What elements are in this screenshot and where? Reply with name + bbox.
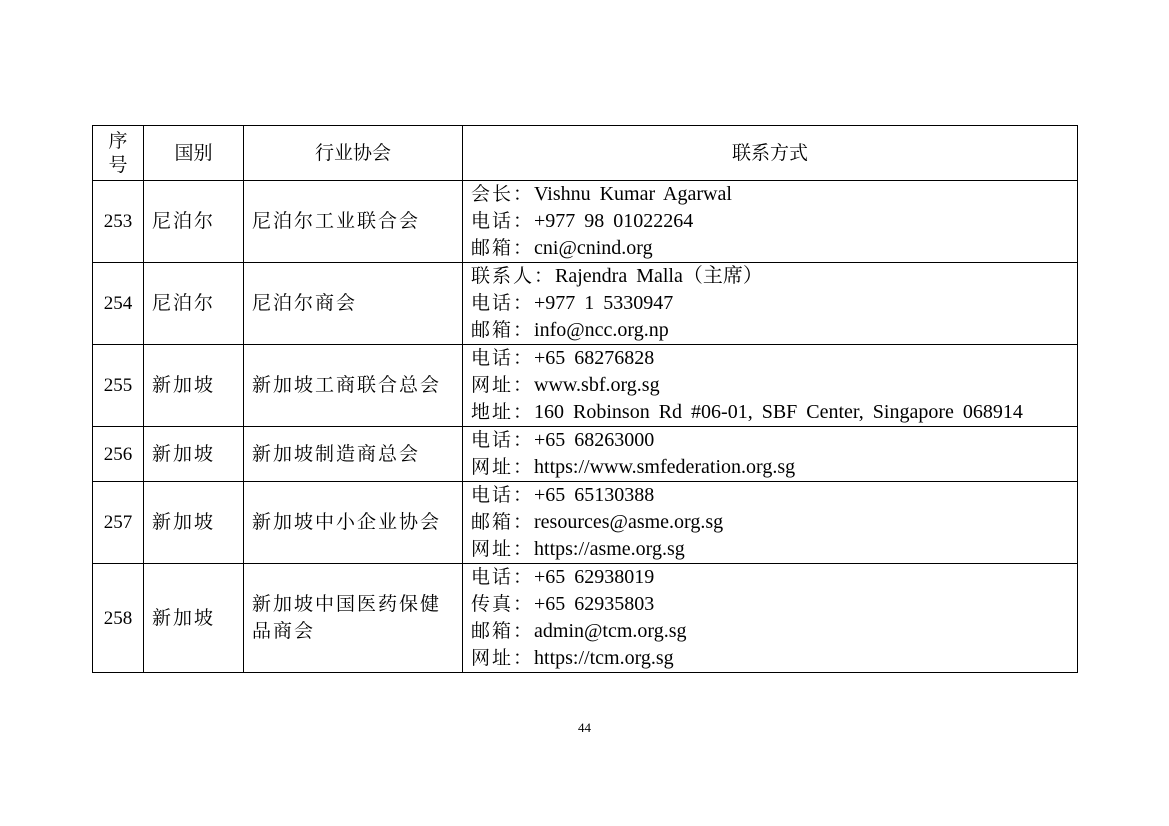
association-cell: [244, 564, 463, 673]
country-cell: 新加坡: [144, 564, 244, 673]
contact-value: 160 Robinson Rd #06-01, SBF Center, Singapore 068914: [534, 401, 1023, 423]
contact-value: Vishnu Kumar Agarwal: [534, 183, 732, 205]
contact-line: [471, 345, 1069, 372]
associations-table: [92, 125, 1078, 673]
contact-label: 邮箱：: [471, 319, 535, 341]
table-body: [93, 181, 1078, 673]
contact-value: +65 62938019: [534, 566, 655, 588]
association-cell: [244, 181, 463, 263]
contact-value: https://tcm.org.sg: [534, 647, 674, 669]
contact-label: 传真：: [471, 593, 535, 615]
contact-cell: [463, 181, 1078, 263]
contact-line: [471, 591, 1069, 618]
row-number: 258: [93, 564, 144, 673]
association-cell: [244, 427, 463, 482]
contact-label: 电话：: [471, 484, 535, 506]
contact-value: +977 98 01022264: [534, 210, 694, 232]
contact-label: 联系人：: [471, 265, 556, 287]
contact-line: [471, 399, 1069, 426]
row-number: 253: [93, 181, 144, 263]
contact-value: Rajendra Malla（主席）: [555, 265, 763, 287]
contact-line: [471, 482, 1069, 509]
contact-label: 网址：: [471, 374, 535, 396]
contact-cell: [463, 345, 1078, 427]
row-number: 254: [93, 263, 144, 345]
contact-label: 邮箱：: [471, 237, 535, 259]
table-row: [93, 427, 1078, 482]
association-name-line: 新加坡制造商总会: [252, 442, 421, 465]
page-number: 44: [578, 720, 591, 735]
country-cell: 新加坡: [144, 427, 244, 482]
contact-line: [471, 290, 1069, 317]
table-row: [93, 181, 1078, 263]
country-cell: 尼泊尔: [144, 181, 244, 263]
contact-value: resources@asme.org.sg: [534, 511, 724, 533]
association-name-line: 尼泊尔工业联合会: [252, 210, 421, 232]
contact-line: [471, 263, 1069, 290]
header-contact: 联系方式: [463, 126, 1078, 181]
association-cell: [244, 345, 463, 427]
contact-value: +65 65130388: [534, 484, 655, 506]
contact-label: 电话：: [471, 210, 535, 232]
contact-label: 邮箱：: [471, 511, 535, 533]
country-cell: 新加坡: [144, 345, 244, 427]
table-row: [93, 263, 1078, 345]
contact-line: [471, 427, 1069, 454]
country-cell: 新加坡: [144, 482, 244, 564]
table-row: [93, 482, 1078, 564]
association-name-line: 新加坡中国医药保健: [252, 593, 442, 615]
contact-label: 地址：: [471, 401, 535, 423]
contact-label: 电话：: [471, 566, 535, 588]
contact-line: [471, 181, 1069, 208]
contact-value: +65 68276828: [534, 347, 655, 369]
contact-line: [471, 372, 1069, 399]
contact-label: 网址：: [471, 647, 535, 669]
contact-label: 电话：: [471, 292, 535, 314]
contact-line: [471, 564, 1069, 591]
contact-line: [471, 645, 1069, 672]
table-row: [93, 564, 1078, 673]
contact-line: [471, 618, 1069, 645]
association-name-line: 尼泊尔商会: [252, 292, 358, 314]
contact-line: [471, 317, 1069, 344]
contact-value: cni@cnind.org: [534, 237, 653, 259]
contact-line: [471, 235, 1069, 262]
table-row: [93, 345, 1078, 427]
contact-label: 会长：: [471, 183, 535, 205]
association-name-line: 新加坡工商联合总会: [252, 374, 442, 396]
contact-line: [471, 454, 1069, 481]
association-cell: [244, 482, 463, 564]
row-number: 256: [93, 427, 144, 482]
contact-label: 邮箱：: [471, 620, 535, 642]
contact-cell: [463, 482, 1078, 564]
country-cell: 尼泊尔: [144, 263, 244, 345]
contact-cell: [463, 564, 1078, 673]
contact-value: www.sbf.org.sg: [534, 374, 660, 396]
contact-value: +65 68263000: [534, 429, 655, 451]
contact-label: 电话：: [471, 347, 535, 369]
contact-value: https://www.smfederation.org.sg: [534, 456, 796, 478]
association-name-line: 品商会: [252, 620, 316, 642]
contact-value: admin@tcm.org.sg: [534, 620, 687, 642]
row-number: 255: [93, 345, 144, 427]
contact-cell: [463, 427, 1078, 482]
contact-cell: [463, 263, 1078, 345]
contact-value: +65 62935803: [534, 593, 655, 615]
contact-value: info@ncc.org.np: [534, 319, 669, 341]
contact-line: [471, 536, 1069, 563]
contact-value: https://asme.org.sg: [534, 538, 685, 560]
header-seq: 序号: [93, 126, 144, 181]
association-cell: [244, 263, 463, 345]
contact-label: 网址：: [471, 538, 535, 560]
contact-label: 电话：: [471, 429, 535, 451]
contact-value: +977 1 5330947: [534, 292, 674, 314]
header-row: [93, 126, 1078, 181]
association-name-line: 新加坡中小企业协会: [252, 511, 442, 533]
contact-line: [471, 208, 1069, 235]
row-number: 257: [93, 482, 144, 564]
header-association: 行业协会: [244, 126, 463, 181]
header-country: 国别: [144, 126, 244, 181]
contact-line: [471, 509, 1069, 536]
contact-label: 网址：: [471, 456, 535, 478]
